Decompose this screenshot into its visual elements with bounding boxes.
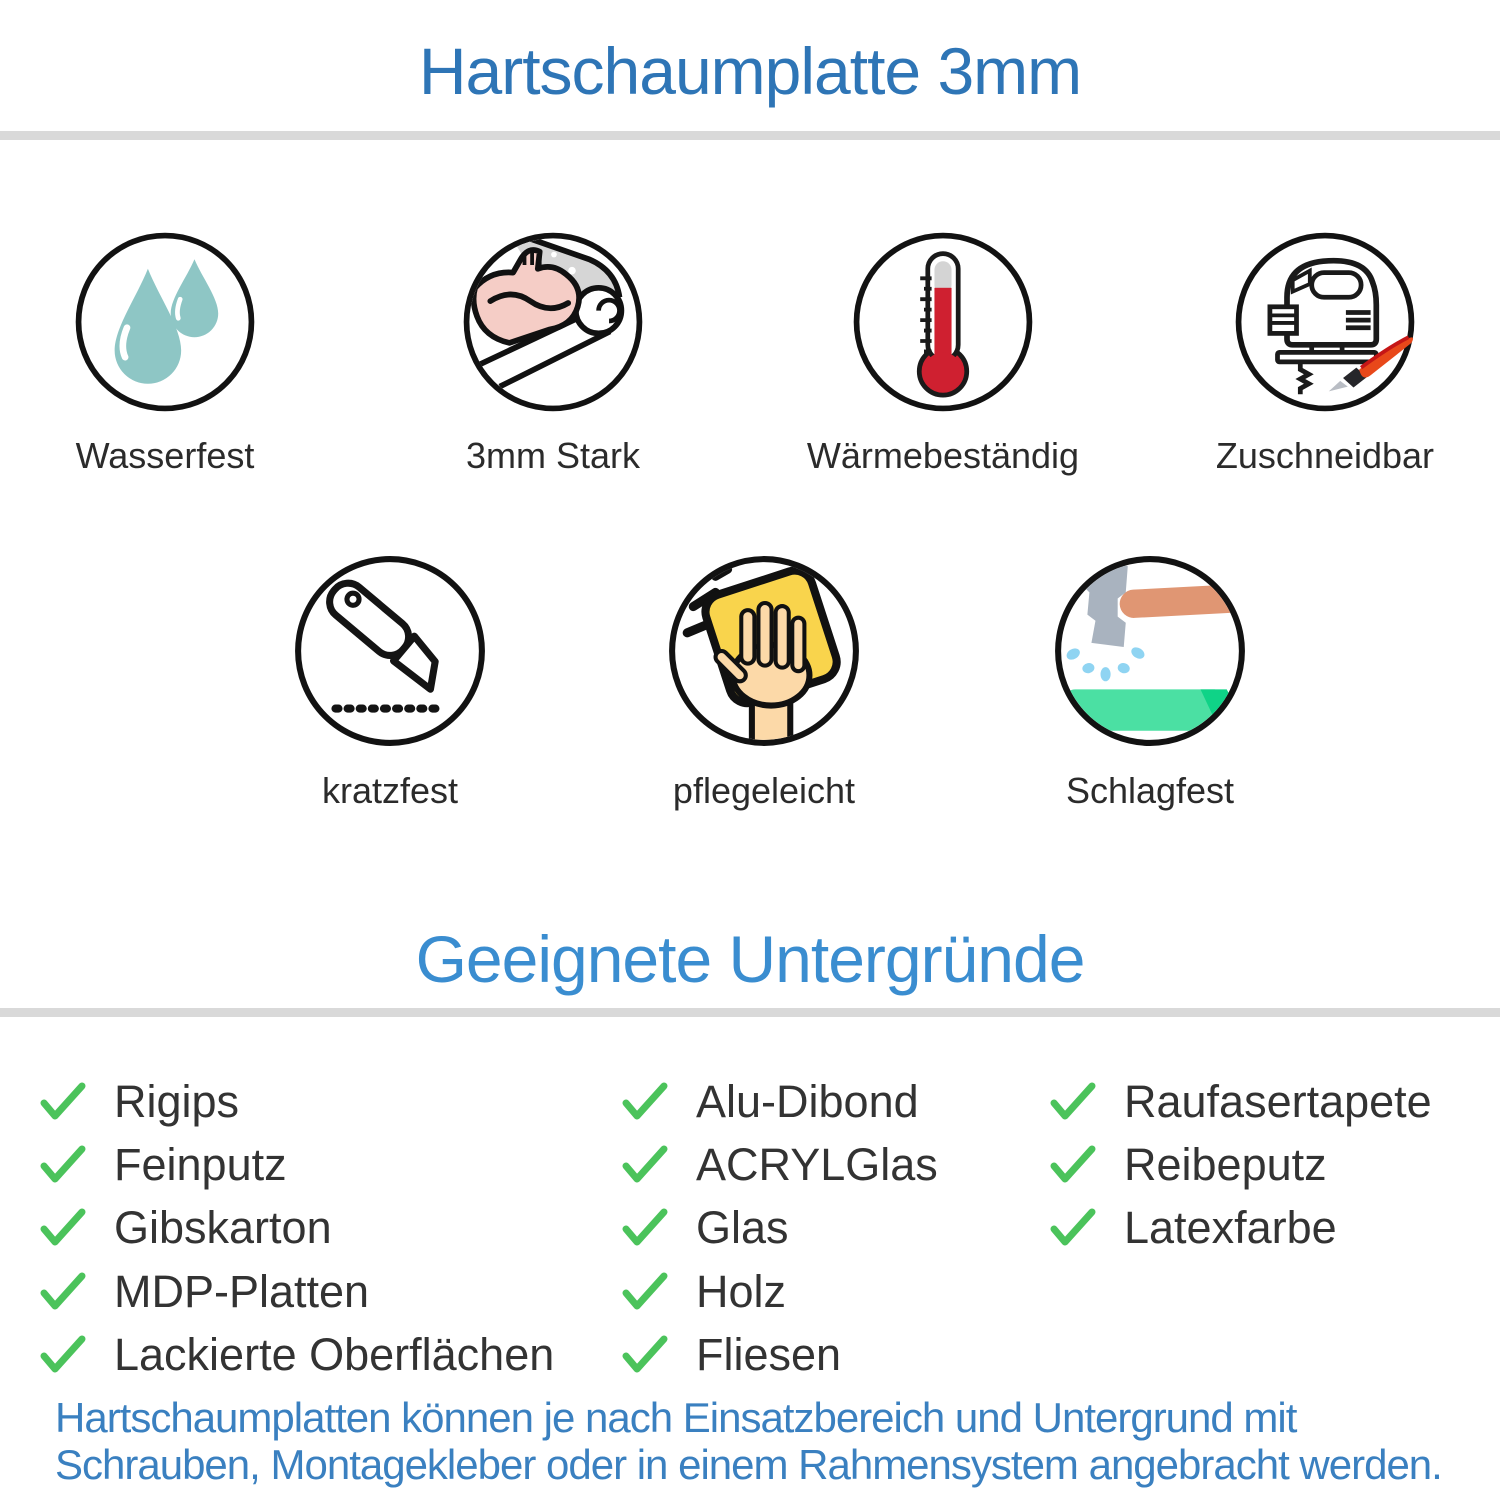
list-item [620,1197,938,1260]
feature-wasserfest [0,227,355,477]
list-item-label: Alu-Dibond [696,1075,919,1127]
check-icon [620,1333,670,1377]
divider-middle [0,1008,1500,1017]
list-item-label: Rigips [114,1075,240,1127]
list-item [1048,1197,1432,1260]
list-item-label: MDP-Platten [114,1265,370,1317]
substrate-column-2 [620,1070,938,1386]
list-item-label: Raufasertapete [1124,1075,1432,1127]
check-icon [1048,1143,1098,1187]
jigsaw-cutter-icon [1230,227,1420,417]
feature-label: pflegeleicht [672,770,856,811]
list-item [1048,1133,1432,1196]
list-item [38,1070,554,1133]
list-item-label: Feinputz [114,1138,287,1190]
check-icon [620,1143,670,1187]
feature-kratzfest [200,550,580,812]
divider-top [0,131,1500,140]
feature-3mm-stark [363,227,743,477]
check-icon [1048,1206,1098,1250]
list-item [620,1260,938,1323]
mounting-note-line2: Schrauben, Montagekleber oder in einem Rahmensystem angebracht werden. [55,1441,1442,1488]
list-item-label: Holz [696,1265,787,1317]
list-item [38,1323,554,1386]
list-item-label: Gibskarton [114,1202,332,1254]
utility-knife-icon [289,550,491,752]
thermometer-icon [848,227,1038,417]
section-title-untergruende: Geeignete Untergründe [415,922,1085,996]
substrate-column-1 [38,1070,554,1386]
check-icon [38,1333,88,1377]
list-item-label: Latexfarbe [1124,1202,1337,1254]
list-item [620,1133,938,1196]
list-item-label: Reibeputz [1124,1138,1327,1190]
check-icon [1048,1080,1098,1124]
check-icon [620,1206,670,1250]
feature-label: Wasserfest [75,435,255,476]
list-item [1048,1070,1432,1133]
check-icon [620,1270,670,1314]
list-item-label: Fliesen [696,1328,842,1380]
flexed-arm-foam-roll-icon [458,227,648,417]
list-item [620,1323,938,1386]
feature-zuschneidbar [1135,227,1500,477]
hammer-impact-icon [1049,550,1251,752]
feature-label: Schlagfest [1065,770,1235,811]
feature-pflegeleicht [574,550,954,812]
mounting-note-line1: Hartschaumplatten können je nach Einsatzbereich und Untergrund mit [55,1394,1297,1441]
check-icon [620,1080,670,1124]
page-title: Hartschaumplatte 3mm [418,34,1082,108]
check-icon [38,1206,88,1250]
list-item-label: Glas [696,1202,789,1254]
list-item-label: Lackierte Oberflächen [114,1328,555,1380]
list-item-label: ACRYLGlas [696,1138,938,1190]
check-icon [38,1143,88,1187]
check-icon [38,1270,88,1314]
wiping-hand-icon [663,550,865,752]
list-item [38,1260,554,1323]
feature-label: Wärmebeständig [806,435,1080,476]
feature-schlagfest [960,550,1340,812]
list-item [620,1070,938,1133]
feature-label: Zuschneidbar [1215,435,1435,476]
substrate-column-3 [1048,1070,1432,1260]
feature-waermebestaendig [753,227,1133,477]
feature-label: kratzfest [321,770,459,811]
mounting-note [55,1394,1442,1488]
list-item [38,1133,554,1196]
check-icon [38,1080,88,1124]
water-drops-icon [70,227,260,417]
list-item [38,1197,554,1260]
feature-label: 3mm Stark [465,435,641,476]
